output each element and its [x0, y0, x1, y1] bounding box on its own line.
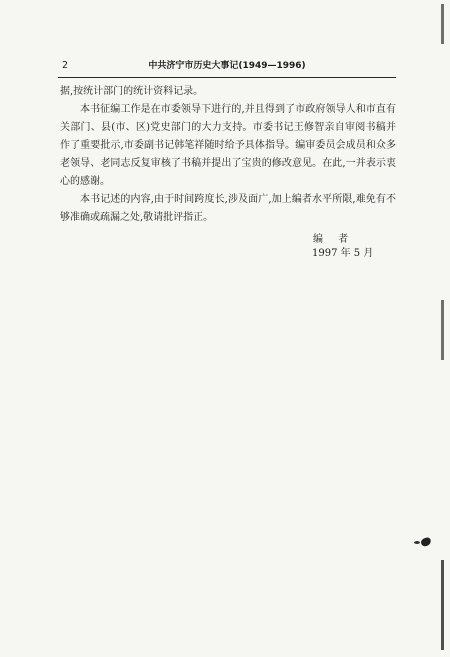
paragraph-disclaimer: 本书记述的内容,由于时间跨度长,涉及面广,加上编者水平所限,难免有不够准确或疏漏之处,敬请批评指正。	[60, 194, 396, 223]
scan-edge-shadow	[441, 4, 444, 44]
page-header	[58, 58, 396, 74]
signature-date: 1997 年 5 月	[312, 248, 374, 259]
body-text	[60, 83, 396, 227]
ink-smudge	[420, 537, 432, 548]
ink-smudge	[414, 541, 420, 544]
signature-author: 编 者	[313, 234, 355, 245]
running-head-title: 中共济宁市历史大事记(1949—1996)	[148, 61, 306, 71]
header-rule	[58, 77, 396, 78]
scan-edge-shadow	[441, 300, 444, 360]
paragraph-continuation: 据,按统计部门的统计资料记录。	[60, 86, 204, 97]
scan-edge-shadow	[441, 560, 444, 650]
paragraph-acknowledgements: 本书征编工作是在市委领导下进行的,并且得到了市政府领导人和市直有关部门、县(市、区)党史部门的大力支持。市委书记王修智亲自审阅书稿并作了重要批示,市委副书记韩笔祥随时给予具体指导。编审委员会成员和众多老领导、老同志反复审核了书稿并提出了宝贵的修改意见。在此,一并表示衷心的感谢。	[60, 104, 396, 187]
page-number: 2	[62, 60, 69, 71]
